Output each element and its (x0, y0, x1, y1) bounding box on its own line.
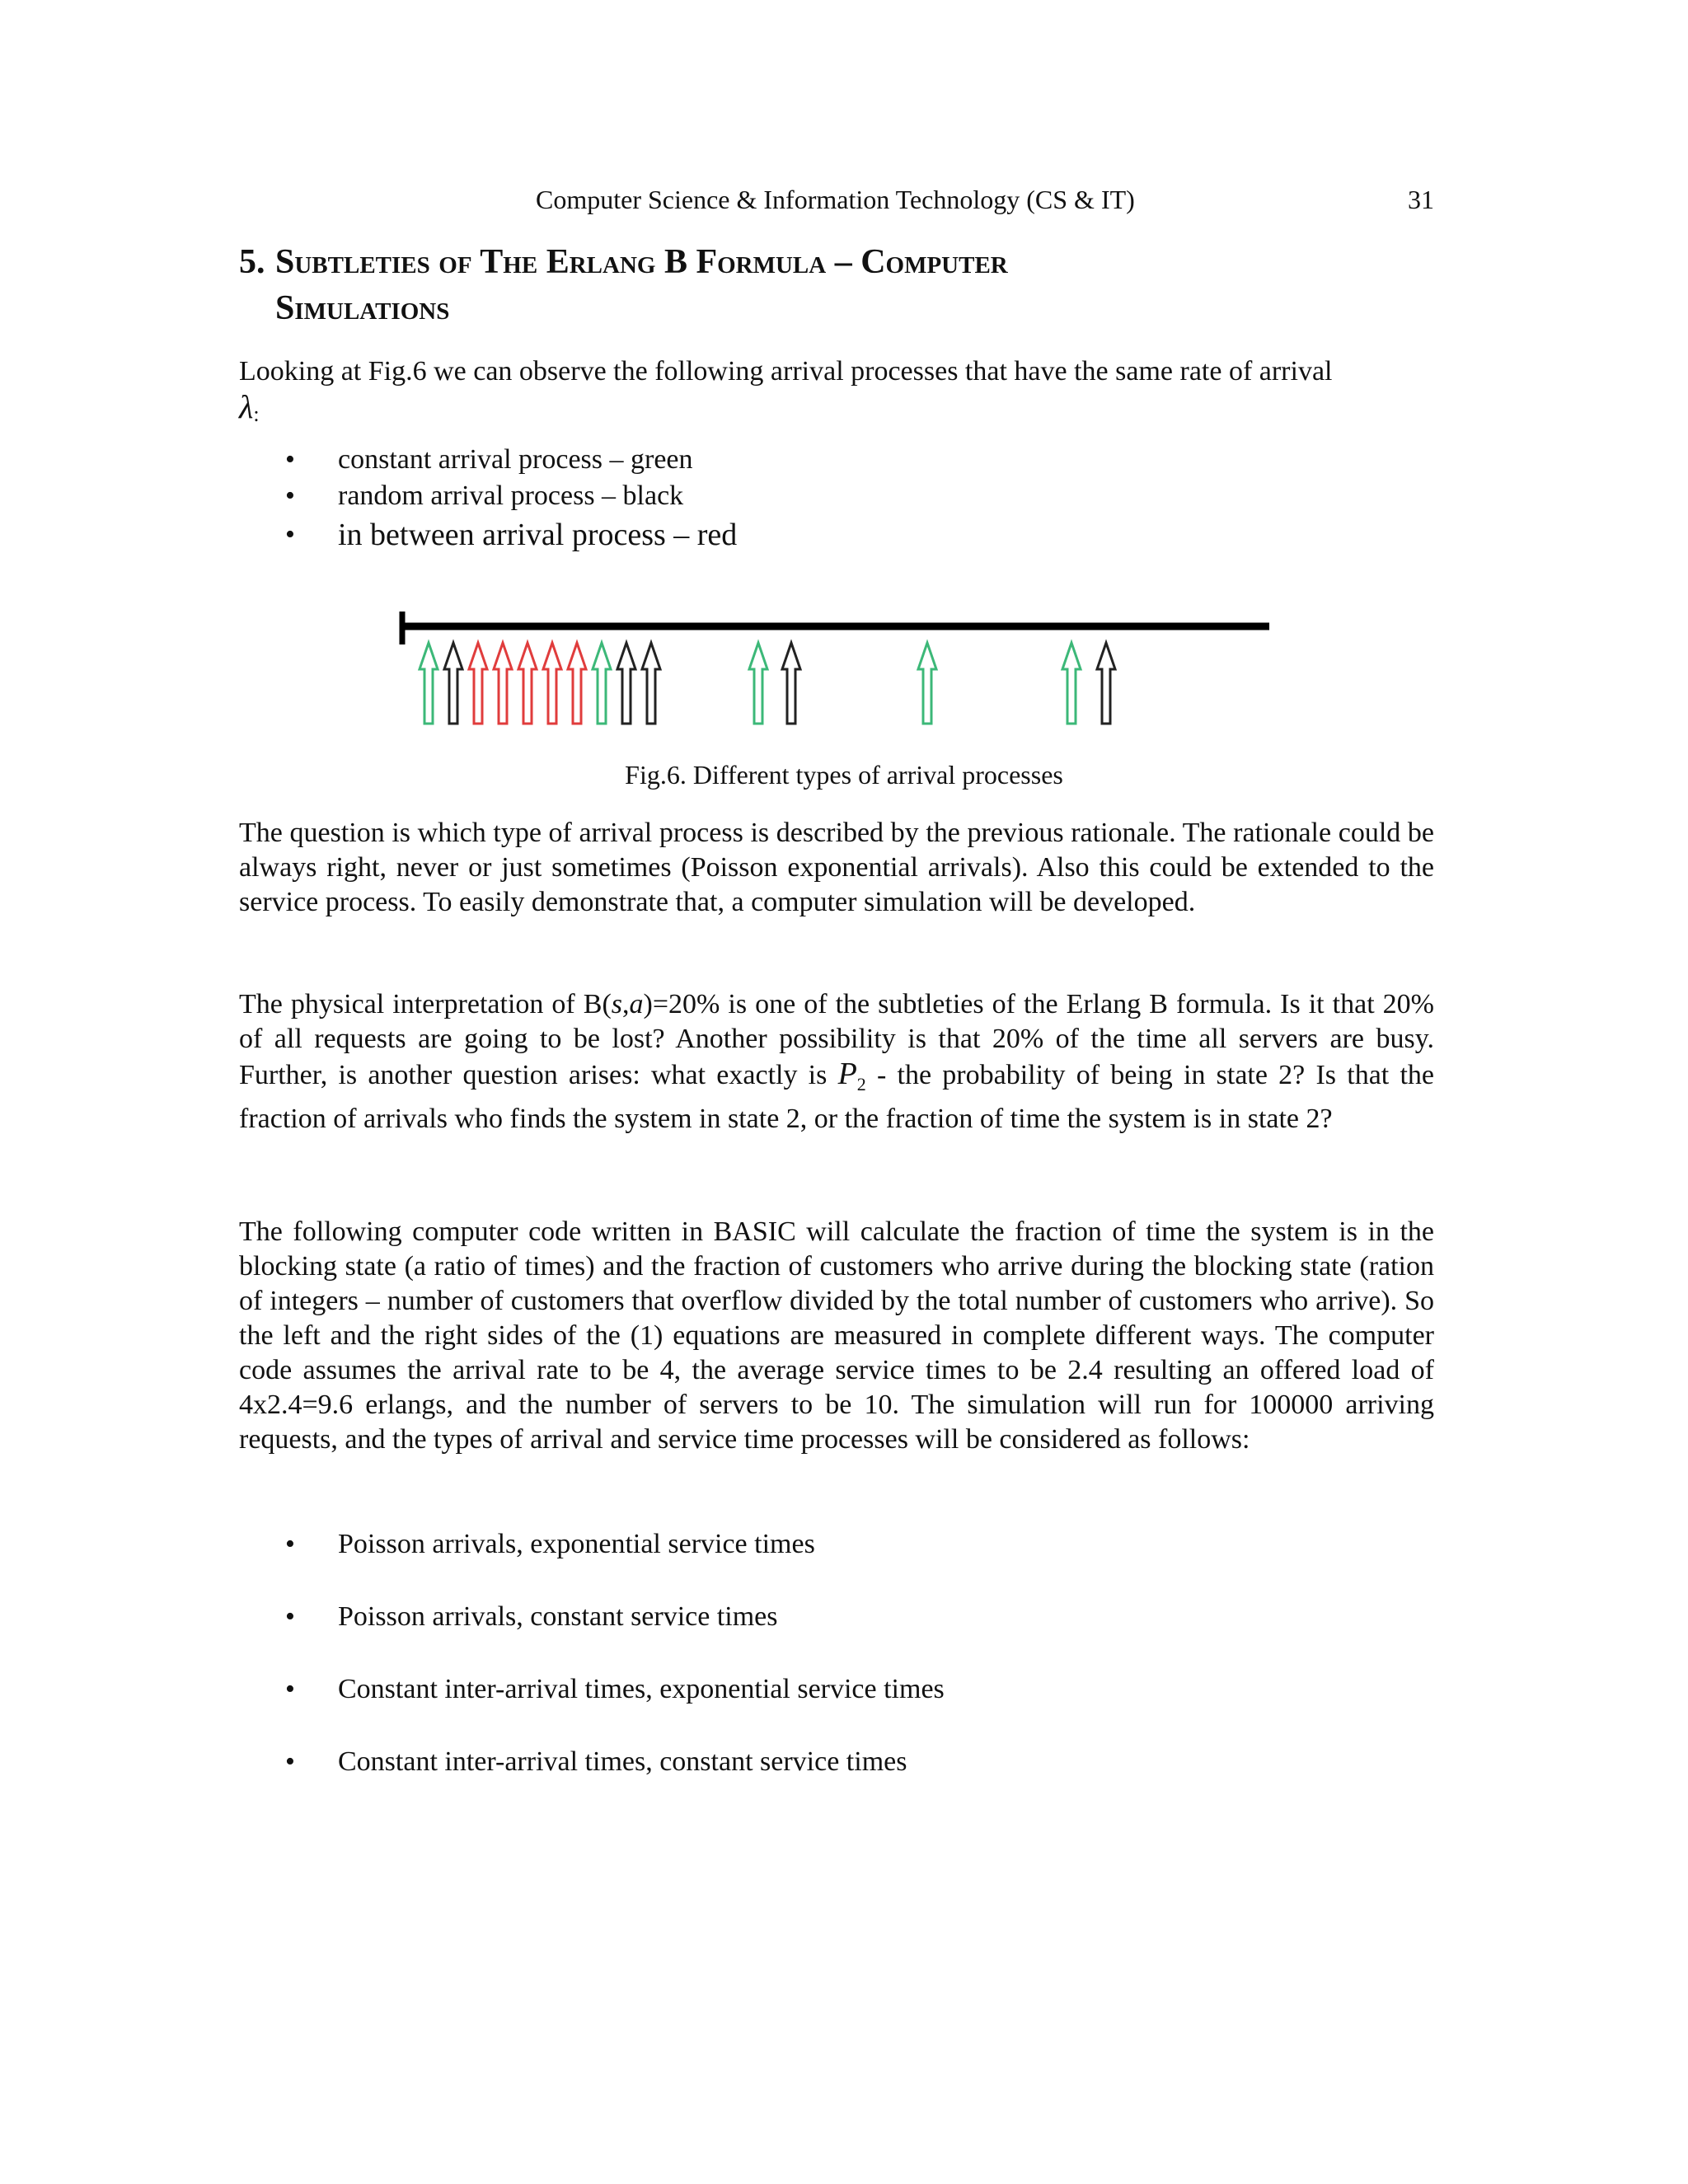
list-item: • in between arrival process – red (239, 514, 1434, 555)
arrival-arrow-red (469, 643, 487, 724)
paragraph-rationale: The question is which type of arrival process is described by the previous rationale. The rationale could be always right, never or just sometimes (Poisson exponential arrivals). Also this could be extended to the service process. To easily demonstrate that, a computer simulation will be developed. (239, 818, 1434, 917)
arrival-process-figure (396, 602, 1294, 742)
arrival-arrow-green (1062, 643, 1081, 724)
bullet: • (285, 1601, 295, 1632)
arrival-arrow-black (642, 643, 660, 724)
probability-symbol: P (837, 1057, 857, 1091)
arrival-arrow-red (543, 643, 561, 724)
arrival-arrow-red (494, 643, 512, 724)
bullet: • (285, 1674, 295, 1704)
arrival-arrow-black (782, 643, 800, 724)
arrival-arrow-green (749, 643, 767, 724)
page-number: 31 (1408, 185, 1434, 214)
bullet: • (285, 444, 295, 475)
arrival-arrow-black (617, 643, 635, 724)
figure-caption: Fig.6. Different types of arrival processes (625, 760, 1063, 790)
arrival-arrow-black (444, 643, 462, 724)
section-title (239, 239, 1434, 331)
list-item: • Poisson arrivals, constant service times (239, 1599, 1434, 1635)
paragraph-simulation: The following computer code written in BASIC will calculate the fraction of time the system is in the blocking state (a ratio of times) and the fraction of customers who arrive during the blocking state (ration of integers – number of customers that overflow divided by the total number of customers who arrive). So the left and the right sides of the (1) equations are measured in complete different ways. The computer code assumes the arrival rate to be 4, the average service times to be 2.4 resulting an offered load of 4x2.4=9.6 erlangs, and the number of servers to be 10. The simulation will run for 100000 arriving requests, and the types of arrival and service time processes will be considered as follows: (239, 1216, 1434, 1455)
simulation-cases-list (239, 1526, 1434, 1780)
arrival-arrow-green (420, 643, 438, 724)
list-item: • constant arrival process – green (239, 442, 1434, 478)
intro-paragraph (239, 354, 1434, 433)
arrival-arrow-red (568, 643, 586, 724)
intro-colon: : (253, 402, 260, 426)
bullet: • (285, 1529, 295, 1559)
arrival-arrow-red (518, 643, 537, 724)
arrival-arrows (420, 643, 1115, 724)
section-number: 5. (239, 243, 265, 281)
list-item: • Constant inter-arrival times, constant service times (239, 1744, 1434, 1780)
bullet: • (285, 480, 295, 511)
bullet: • (285, 519, 295, 550)
lambda-symbol: λ (239, 388, 254, 425)
arrival-arrow-green (918, 643, 936, 724)
bullet: • (285, 1746, 295, 1777)
arrival-types-list (239, 442, 1434, 555)
arrival-arrow-green (593, 643, 611, 724)
arrival-arrow-black (1097, 643, 1115, 724)
list-item: • Constant inter-arrival times, exponential service times (239, 1671, 1434, 1708)
intro-text: Looking at Fig.6 we can observe the following arrival processes that have the same rate of arrival (239, 356, 1333, 387)
journal-title: Computer Science & Information Technology (CS & IT) (536, 185, 1135, 214)
section-title-line2: Simulations (275, 289, 450, 327)
list-item: • Poisson arrivals, exponential service times (239, 1526, 1434, 1563)
paragraph-interpretation: The physical interpretation of B(s,a)=20% is one of the subtleties of the Erlang B formula. Is it that 20% of all requests are going to be lost? Another possibility is that 20% of the time all servers are busy. Further, is another question arises: what exactly is $P_2$ - the probability of being in state 2? Is that the fraction of arrivals who finds the system in state 2, or the fraction of time the system is in state 2? (239, 989, 1434, 1134)
section-title-line1: Subtleties of The Erlang B Formula – Computer (275, 243, 1008, 281)
list-item: • random arrival process – black (239, 478, 1434, 514)
